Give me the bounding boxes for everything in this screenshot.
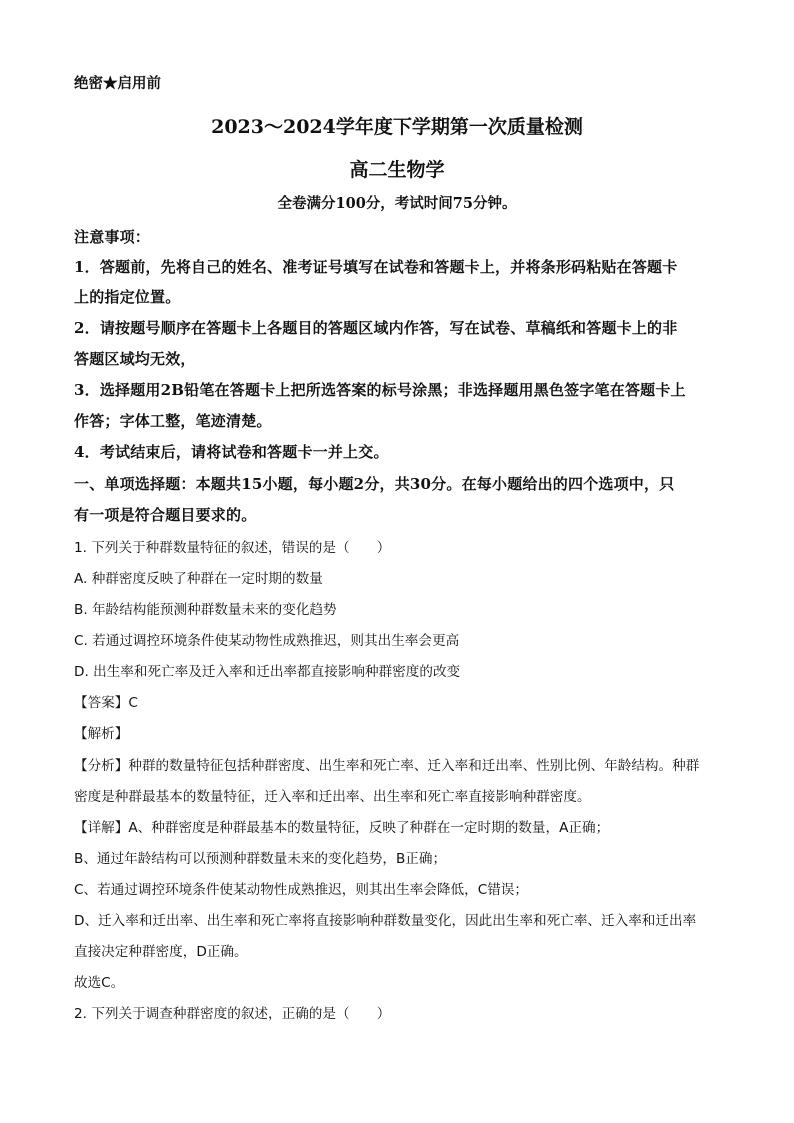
question-1-option-a: A. 种群密度反映了种群在一定时期的数量 (74, 571, 323, 587)
subject-title: 高二生物学 (349, 159, 445, 181)
analysis-line: 【分析】种群的数量特征包括种群密度、出生率和死亡率、迁入率和迁出率、性别比例、年龄结构。种群 (74, 758, 700, 774)
analysis-line: 【详解】A、种群密度是种群最基本的数量特征，反映了种群在一定时期的数量，A正确； (74, 820, 610, 836)
question-1-analysis-label: 【解析】 (74, 726, 129, 742)
note-line: 3．选择题用2B铅笔在答题卡上把所选答案的标号涂黑；非选择题用黑色签字笔在答题卡上 (74, 381, 686, 399)
section-heading: 一、单项选择题：本题共15小题，每小题2分，共30分。在每小题给出的四个选项中，只 (74, 475, 675, 493)
analysis-line: C、若通过调控环境条件使某动物性成熟推迟，则其出生率会降低，C错误； (74, 882, 528, 898)
note-line: 上的指定位置。 (74, 288, 181, 306)
question-1-option-c: C. 若通过调控环境条件使某动物性成熟推迟，则其出生率会更高 (74, 633, 460, 649)
note-line: 2．请按题号顺序在答题卡上各题目的答题区域内作答，写在试卷、草稿纸和答题卡上的非 (74, 319, 678, 337)
question-1-option-b: B. 年龄结构能预测种群数量未来的变化趋势 (74, 602, 337, 618)
note-line: 1．答题前，先将自己的姓名、准考证号填写在试卷和答题卡上，并将条形码粘贴在答题卡 (74, 258, 678, 276)
section-heading-cont: 有一项是符合题目要求的。 (74, 506, 257, 524)
notes-heading: 注意事项： (74, 228, 151, 246)
analysis-line: 直接决定种群密度，D正确。 (74, 944, 248, 960)
analysis-line: B、通过年龄结构可以预测种群数量未来的变化趋势，B正确； (74, 851, 447, 867)
note-line: 答题区域均无效， (74, 350, 196, 368)
analysis-line: D、迁入率和迁出率、出生率和死亡率将直接影响种群数量变化，因此出生率和死亡率、迁入率和迁出率 (74, 913, 697, 929)
question-1-stem: 1. 下列关于种群数量特征的叙述，错误的是（ ） (74, 540, 391, 556)
note-line: 作答；字体工整，笔迹清楚。 (74, 412, 272, 430)
exam-title: 2023～2024学年度下学期第一次质量检测 (211, 116, 583, 138)
note-line: 4．考试结束后，请将试卷和答题卡一并上交。 (74, 443, 389, 461)
exam-info: 全卷满分100分，考试时间75分钟。 (277, 195, 517, 212)
question-1-option-d: D. 出生率和死亡率及迁入率和迁出率都直接影响种群密度的改变 (74, 664, 461, 680)
question-1-answer: 【答案】C (74, 695, 138, 711)
secret-label: 绝密★启用前 (74, 75, 161, 92)
question-2-stem: 2. 下列关于调查种群密度的叙述，正确的是（ ） (74, 1006, 391, 1022)
analysis-line: 故选C。 (74, 975, 125, 991)
analysis-line: 密度是种群最基本的数量特征，迁入率和迁出率、出生率和死亡率直接影响种群密度。 (74, 789, 591, 805)
